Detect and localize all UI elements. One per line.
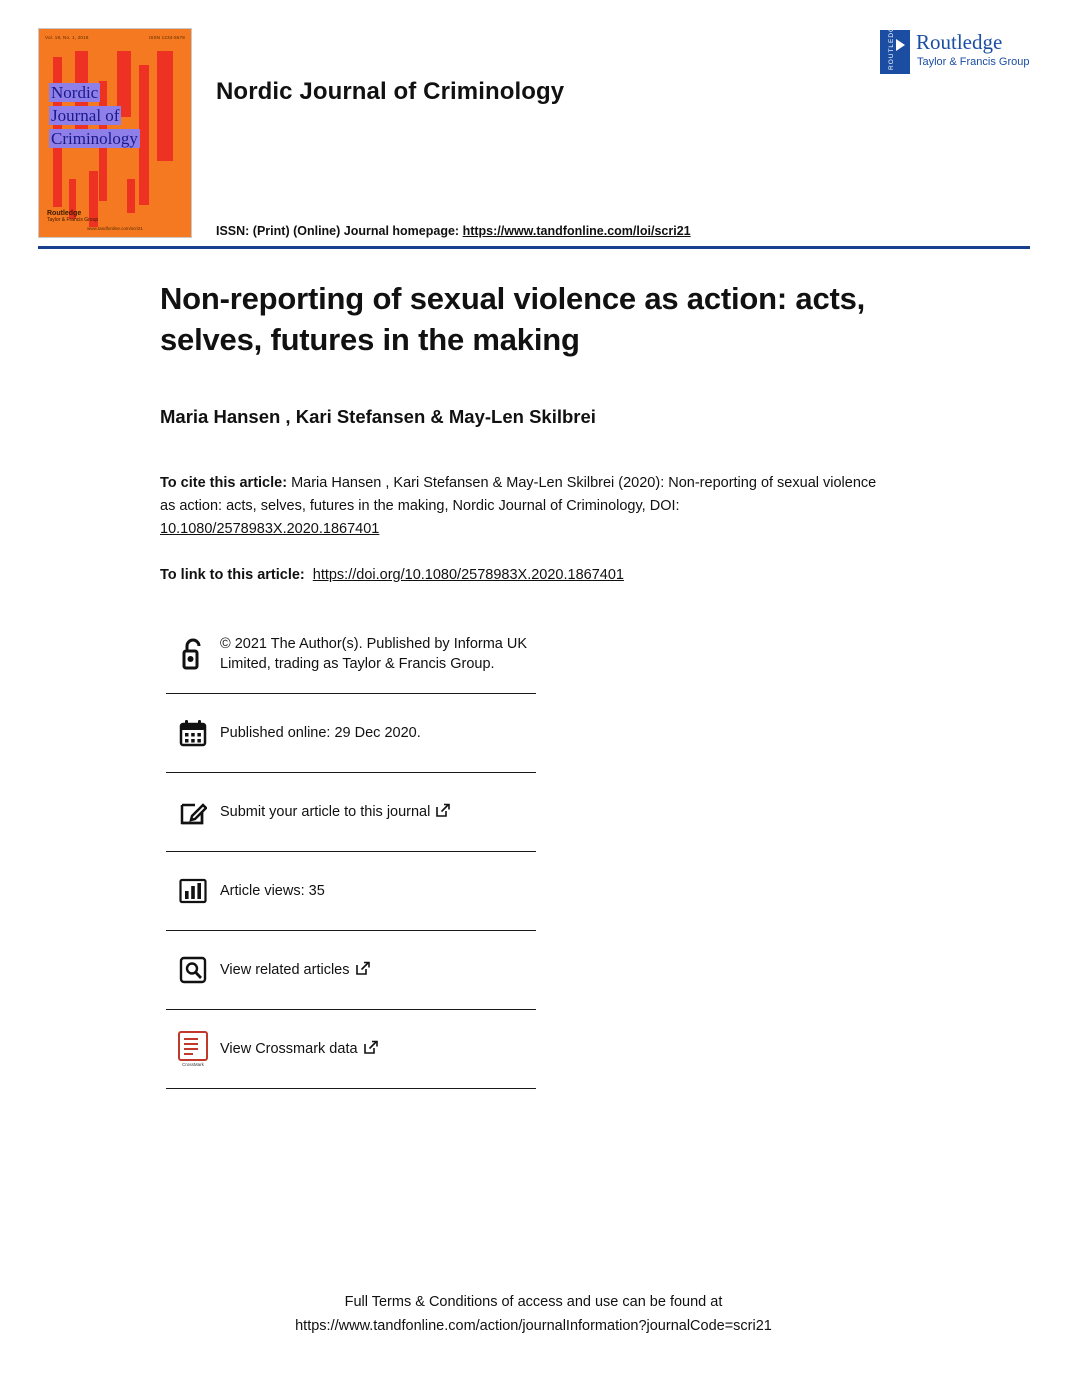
- article-title: Non-reporting of sexual violence as action: acts, selves, futures in the making: [160, 281, 866, 357]
- article-doi-link[interactable]: https://doi.org/10.1080/2578983X.2020.1867401: [312, 567, 624, 583]
- cover-imprint: [47, 210, 98, 223]
- article-block: [160, 278, 900, 583]
- cover-top-line: [45, 35, 185, 40]
- citation-label: To cite this article:: [160, 475, 288, 491]
- article-views-text: Article views: 35: [220, 883, 325, 899]
- cover-title: [49, 81, 181, 150]
- cover-title-line1: Nordic: [51, 83, 99, 102]
- cover-imprint-name: Routledge: [47, 210, 82, 217]
- cover-imprint-sub: Taylor & Francis Group: [47, 217, 99, 223]
- header-divider: [38, 246, 1030, 249]
- citation-doi-link[interactable]: 10.1080/2578983X.2020.1867401: [160, 521, 380, 537]
- calendar-icon: [166, 719, 220, 747]
- issn-homepage-line: [216, 224, 691, 238]
- list-item[interactable]: [166, 931, 536, 1010]
- routledge-logo: [880, 20, 1030, 76]
- list-item[interactable]: [166, 773, 536, 852]
- article-views-icon: [166, 878, 220, 904]
- cover-issn: ISSN 1234-5678: [148, 35, 185, 40]
- page-footer: [0, 1290, 1067, 1338]
- journal-title: Nordic Journal of Criminology: [216, 78, 565, 105]
- cover-title-line3: Criminology: [51, 129, 138, 148]
- crossmark-label: View Crossmark data: [220, 1040, 358, 1057]
- publisher-name: Routledge: [916, 30, 1003, 54]
- external-link-icon: [356, 961, 370, 981]
- list-item: [166, 852, 536, 931]
- submit-article-icon: [166, 798, 220, 826]
- submit-article-label: Submit your article to this journal: [220, 803, 431, 820]
- cover-url: www.tandfonline.com/scri21: [87, 226, 143, 231]
- issn-label: ISSN: (Print) (Online) Journal homepage:: [216, 224, 460, 238]
- external-link-icon: [436, 803, 450, 823]
- footer-url[interactable]: https://www.tandfonline.com/action/journalInformation?journalCode=scri21: [295, 1318, 772, 1334]
- journal-header: [38, 20, 1030, 240]
- citation-block: [160, 472, 890, 541]
- journal-homepage-link[interactable]: https://www.tandfonline.com/loi/scri21: [462, 224, 691, 238]
- related-articles-label: View related articles: [220, 961, 350, 978]
- crossmark-icon: [166, 1031, 220, 1068]
- open-access-icon: [166, 638, 220, 670]
- routledge-mark-icon: [880, 20, 910, 74]
- citation-text: Maria Hansen , Kari Stefansen & May-Len Skilbrei (2020): Non-reporting of sexual violence as action: acts, selves, futures in the making, Nordic Journal of Criminology, DOI:: [160, 475, 877, 514]
- article-link-block: [160, 567, 900, 583]
- article-link-label: To link to this article:: [160, 567, 305, 583]
- list-item: [166, 615, 536, 694]
- article-authors: Maria Hansen , Kari Stefansen & May-Len Skilbrei: [160, 406, 596, 427]
- publisher-group: Taylor & Francis Group: [917, 56, 1030, 68]
- cover-title-line2: Journal of: [51, 106, 120, 125]
- routledge-mark-text: ROUTLEDGE: [888, 20, 895, 70]
- published-online-text: Published online: 29 Dec 2020.: [220, 725, 421, 741]
- article-metrics-list: [166, 615, 536, 1089]
- copyright-text: © 2021 The Author(s). Published by Informa UK Limited, trading as Taylor & Francis Group.: [220, 636, 528, 672]
- list-item[interactable]: [166, 1010, 536, 1089]
- related-articles-icon: [166, 956, 220, 984]
- list-item: [166, 694, 536, 773]
- cover-volume: Vol. 19, No. 1, 2018: [45, 35, 89, 40]
- footer-terms-line: Full Terms & Conditions of access and use can be found at: [344, 1294, 723, 1310]
- external-link-icon: [364, 1040, 378, 1060]
- journal-cover-image: [38, 28, 192, 238]
- crossmark-caption: CrossMark: [182, 1061, 204, 1067]
